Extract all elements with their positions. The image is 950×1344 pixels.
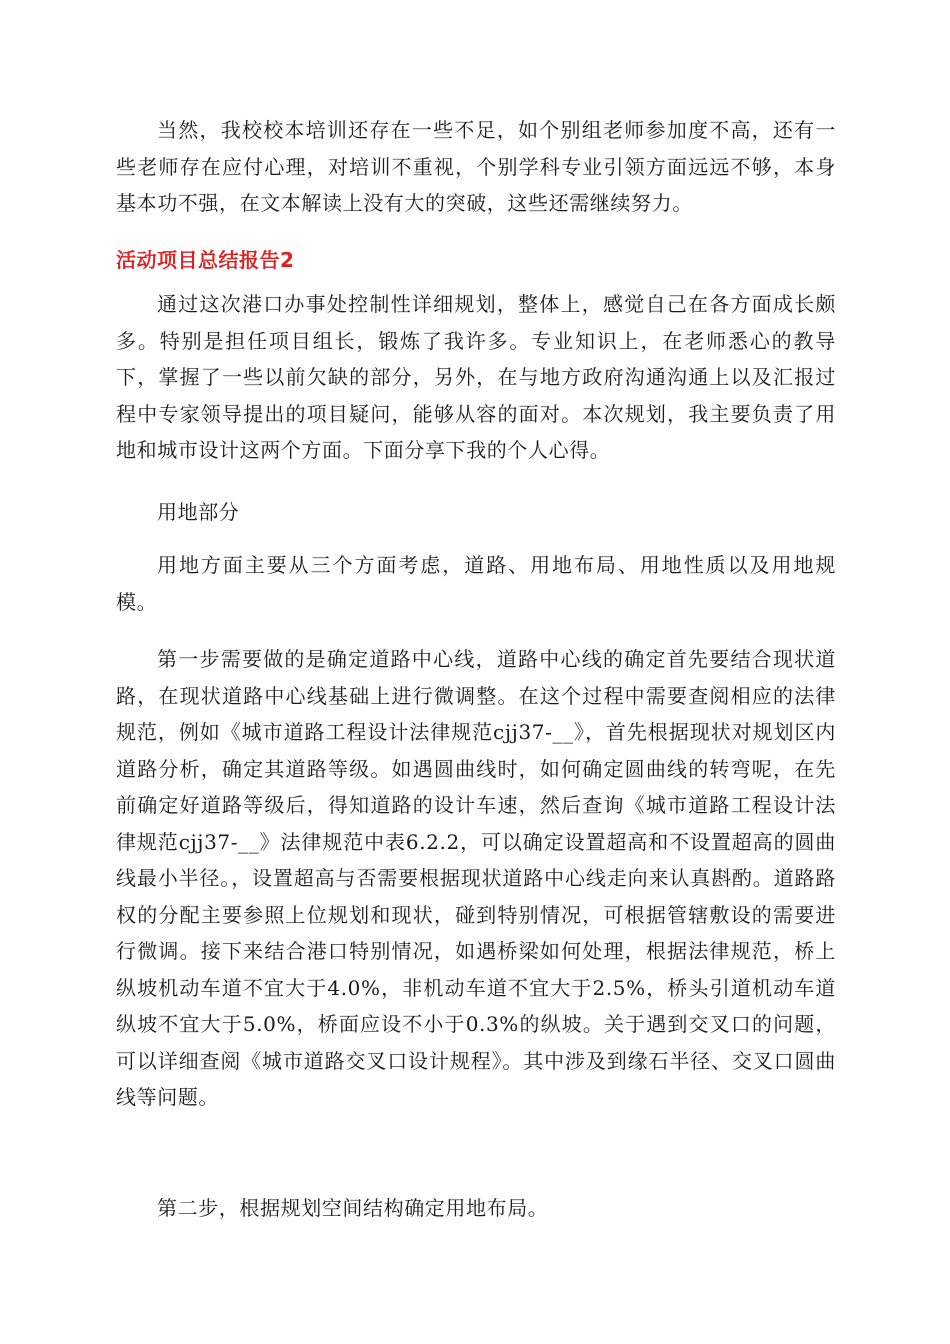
- intro-paragraph: 当然，我校校本培训还存在一些不足，如个别组老师参加度不高，还有一些老师存在应付心理，对培训不重视，个别学科专业引领方面远远不够，本身基本功不强，在文本解读上没有大的突破，这些还需继续努力。: [116, 118, 836, 215]
- section-title: 活动项目总结报告2: [116, 248, 295, 272]
- body-paragraph-5: 第二步，根据规划空间结构确定用地布局。: [157, 1196, 549, 1220]
- body-paragraph-4: 第一步需要做的是确定道路中心线，道路中心线的确定首先要结合现状道路，在现状道路中心线基础上进行微调整。在这个过程中需要查阅相应的法律规范，例如《城市道路工程设计法律规范cjj37-__》，首先根据现状对规划区内道路分析，确定其道路等级。如遇圆曲线时，如何确定圆曲线的转弯呢，在先前确定好道路等级后，得知道路的设计车速，然后查询《城市道路工程设计法律规范cjj37-__》法律规范中表6.2.2，可以确定设置超高和不设置超高的圆曲线最小半径。，设置超高与否需要根据现状道路中心线走向来认真斟酌。道路路权的分配主要参照上位规划和现状，碰到特别情况，可根据管辖敷设的需要进行微调。接下来结合港口特别情况，如遇桥梁如何处理，根据法律规范，桥上纵坡机动车道不宜大于4.0%，非机动车道不宜大于2.5%，桥头引道机动车道纵坡不宜大于5.0%，桥面应设不小于0.3%的纵坡。关于遇到交叉口的问题，可以详细查阅《城市道路交叉口设计规程》。其中涉及到缘石半径、交叉口圆曲线等问题。: [116, 647, 836, 1109]
- body-paragraph-3: 用地方面主要从三个方面考虑，道路、用地布局、用地性质以及用地规模。: [116, 553, 836, 614]
- body-paragraph-2: 用地部分: [157, 500, 240, 524]
- body-paragraph-1: 通过这次港口办事处控制性详细规划，整体上，感觉自己在各方面成长颇多。特别是担任项目组长，锻炼了我许多。专业知识上，在老师悉心的教导下，掌握了一些以前欠缺的部分，另外，在与地方政府沟通沟通上以及汇报过程中专家领导提出的项目疑问，能够从容的面对。本次规划，我主要负责了用地和城市设计这两个方面。下面分享下我的个人心得。: [116, 292, 836, 462]
